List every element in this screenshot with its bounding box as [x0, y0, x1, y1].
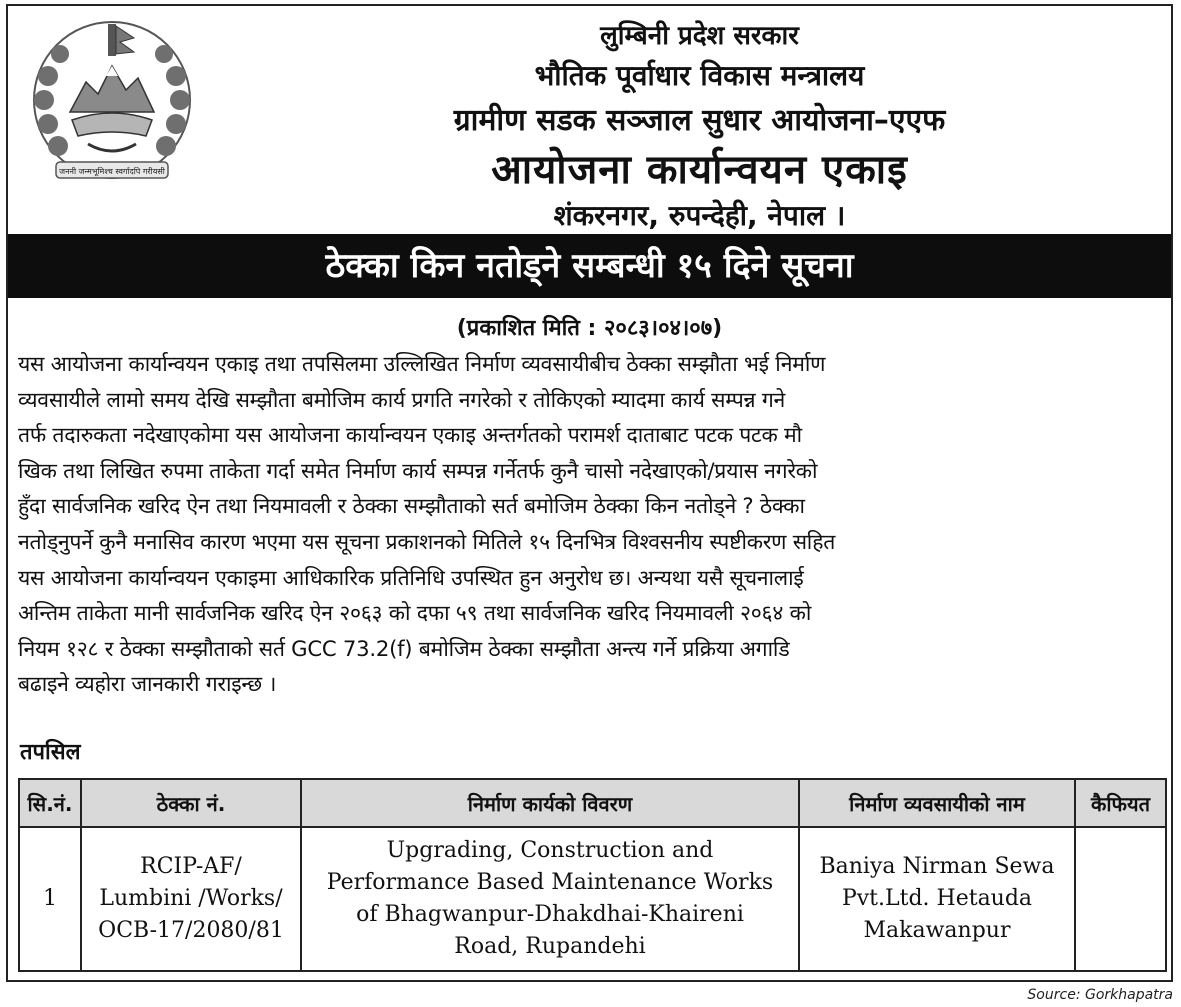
source-credit: Source: Gorkhapatra	[1027, 987, 1173, 1003]
body-line: व्यवसायीले लामो समय देखि सम्झौता बमोजिम कार्य प्रगति नगरेको र तोकिएको म्यादमा कार्य सम्पन्न गने	[18, 386, 786, 412]
ministry-heading: भौतिक पूर्वाधार विकास मन्त्रालय	[534, 59, 865, 92]
body-line: हुँदा सार्वजनिक खरिद ऐन तथा नियमावली र ठेक्का सम्झौताको सर्त बमोजिम ठेक्का किन नतोड्ने ? ठेक्का	[18, 493, 805, 519]
column-header-remarks: कैफियत	[1075, 779, 1166, 827]
body-line: नतोड्नुपर्ने कुनै मनासिव कारण भएमा यस सूचना प्रकाशनको मितिले १५ दिनभित्र विश्वसनीय स्पष्टीकरण सहित	[18, 528, 836, 554]
schedule-heading: तपसिल	[20, 740, 81, 765]
contractor-line: Pvt.Ltd. Hetauda	[841, 886, 1033, 911]
column-header-contract-no: ठेक्का नं.	[81, 779, 301, 827]
body-line: यस आयोजना कार्यान्वयन एकाइमा आधिकारिक प्रतिनिधि उपस्थित हुन अनुरोध छ। अन्यथा यसै सूचनालाई	[18, 564, 804, 590]
description-line: Performance Based Maintenance Works	[326, 870, 774, 895]
svg-text:जननी जन्मभूमिश्च स्वर्गादपि गर: जननी जन्मभूमिश्च स्वर्गादपि गरीयसी	[59, 167, 165, 176]
contractor-line: Makawanpur	[863, 918, 1011, 943]
table-row	[19, 827, 1166, 971]
contract-no-line: Lumbini /Works/	[99, 886, 283, 911]
project-heading: ग्रामीण सडक सञ्जाल सुधार आयोजना–एएफ	[453, 103, 946, 138]
contract-no-cell	[81, 827, 301, 971]
notice-title-banner: ठेक्का किन नतोड्ने सम्बन्धी १५ दिने सूचना	[8, 234, 1171, 298]
notice-frame	[6, 4, 1173, 982]
contractor-cell	[799, 827, 1075, 971]
address-heading: शंकरनगर, रुपन्देही, नेपाल ।	[553, 199, 846, 232]
body-line: तर्फ तदारुकता नदेखाएकोमा यस आयोजना कार्यान्वयन एकाइ अन्तर्गतको परामर्श दाताबाट पटक पटक मौ	[18, 422, 802, 448]
contractor-line: Baniya Nirman Sewa	[819, 854, 1055, 879]
column-header-description: निर्माण कार्यको विवरण	[301, 779, 799, 827]
contract-no-line: OCB-17/2080/81	[98, 918, 284, 943]
contract-no-line: RCIP-AF/	[140, 854, 242, 879]
body-line: यस आयोजना कार्यान्वयन एकाइ तथा तपसिलमा उल्लिखित निर्माण व्यवसायीबीच ठेक्का सम्झौता भई निर्माण	[18, 351, 826, 376]
description-cell	[301, 827, 799, 971]
serial-cell: 1	[19, 827, 81, 971]
description-line: Upgrading, Construction and	[386, 838, 714, 863]
body-line: बढाइने व्यहोरा जानकारी गराइन्छ ।	[18, 671, 277, 697]
column-header-contractor: निर्माण व्यवसायीको नाम	[799, 779, 1075, 827]
schedule-table	[18, 778, 1167, 972]
body-line: अन्तिम ताकेता मानी सार्वजनिक खरिद ऐन २०६३ को दफा ५९ तथा सार्वजनिक खरिद नियमावली २०६४ को	[18, 600, 812, 626]
table-header-row	[19, 779, 1166, 827]
description-line: of Bhagwanpur-Dhakdhai-Khaireni	[356, 902, 744, 927]
description-line: Road, Rupandehi	[454, 934, 646, 959]
publication-date: (प्रकाशित मिति : २०८३।०४।०७)	[456, 316, 723, 341]
column-header-serial: सि.नं.	[19, 779, 81, 827]
remarks-cell	[1075, 827, 1166, 971]
unit-heading: आयोजना कार्यान्वयन एकाइ	[491, 147, 908, 193]
body-line: नियम १२८ र ठेक्का सम्झौताको सर्त GCC 73.2(f) बमोजिम ठेक्का सम्झौता अन्त्य गर्ने प्रक्रिया अगाडि	[18, 635, 790, 661]
province-government-heading: लुम्बिनी प्रदेश सरकार	[600, 21, 799, 51]
body-line: खिक तथा लिखित रुपमा ताकेता गर्दा समेत निर्माण कार्य सम्पन्न गर्नेतर्फ कुनै चासो नदेखाएको/प्रयास नगरेको	[18, 457, 818, 483]
notice-body	[18, 346, 1161, 702]
